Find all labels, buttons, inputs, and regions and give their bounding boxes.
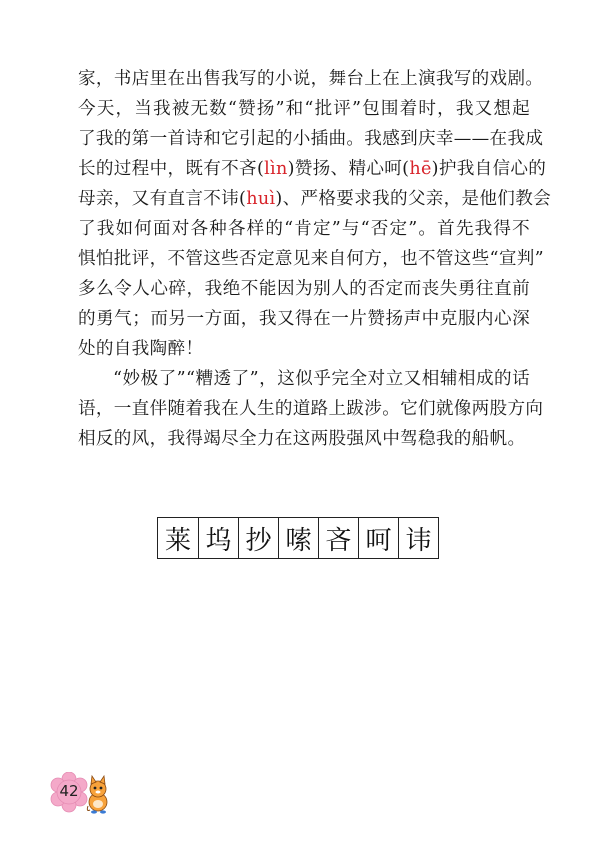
vocab-char-cell: 莱	[164, 525, 191, 556]
text-segment: 相反的风，我得竭尽全力在这两股强风中驾稳我的船帆。	[78, 429, 526, 449]
text-segment: )、严格要求我的父亲，是他们教会	[275, 189, 551, 209]
text-line	[78, 154, 547, 184]
text-segment: 母亲，又有直言不讳(	[78, 189, 247, 209]
pinyin-annotation: huì	[246, 189, 276, 209]
vocab-char-cell: 嗦	[278, 518, 318, 558]
text-line	[78, 244, 544, 274]
text-line	[78, 124, 544, 154]
cartoon-cat-icon	[87, 776, 107, 814]
text-line	[78, 364, 530, 394]
text-segment: 今天，当我被无数“赞扬”和“批评”包围着时，我又想起	[78, 99, 530, 119]
text-line	[78, 64, 544, 94]
text-segment: 长的过程中，既有不吝(	[78, 159, 265, 179]
text-segment: 语，一直伴随着我在人生的道路上跋涉。它们就像两股方向	[78, 399, 544, 419]
text-segment: 多么令人心碎，我绝不能因为别人的否定而丧失勇往直前	[78, 279, 530, 299]
text-segment: 家，书店里在出售我写的小说，舞台上在上演我写的戏剧。	[78, 69, 544, 89]
text-line	[78, 394, 544, 424]
vocabulary-character-grid	[157, 517, 439, 559]
page-number: 42	[59, 782, 79, 800]
body-text	[78, 64, 551, 454]
text-segment: 了我的第一首诗和它引起的小插曲。我感到庆幸——在我成	[78, 129, 544, 149]
text-segment: 处的自我陶醉！	[78, 339, 204, 359]
text-segment: )赞扬、精心呵(	[287, 159, 410, 179]
vocab-char-cell: 讳	[398, 518, 438, 558]
text-segment: 了我如何面对各种各样的“肯定”与“否定”。首先我得不	[78, 219, 530, 239]
text-line	[78, 214, 530, 244]
text-segment: 惧怕批评，不管这些否定意见来自何方，也不管这些“宣判”	[78, 249, 544, 269]
pinyin-annotation: hē	[409, 159, 432, 179]
text-segment: 的勇气；而另一方面，我又得在一片赞扬声中克服内心深	[78, 309, 530, 329]
text-segment: )护我自信心的	[431, 159, 547, 179]
vocab-char-cell: 呵	[358, 518, 398, 558]
text-line	[78, 274, 530, 304]
text-line	[78, 424, 530, 454]
vocab-char-cell: 吝	[318, 518, 358, 558]
vocab-char-cell: 抄	[238, 518, 278, 558]
text-line	[78, 304, 530, 334]
page-number-badge	[50, 772, 112, 814]
pinyin-annotation: lìn	[264, 159, 288, 179]
text-segment: “妙极了”“糟透了”，这似乎完全对立又相辅相成的话	[113, 369, 530, 389]
vocab-char-cell: 坞	[198, 518, 238, 558]
text-line	[78, 334, 530, 364]
text-line	[78, 184, 551, 214]
text-line	[78, 94, 530, 124]
